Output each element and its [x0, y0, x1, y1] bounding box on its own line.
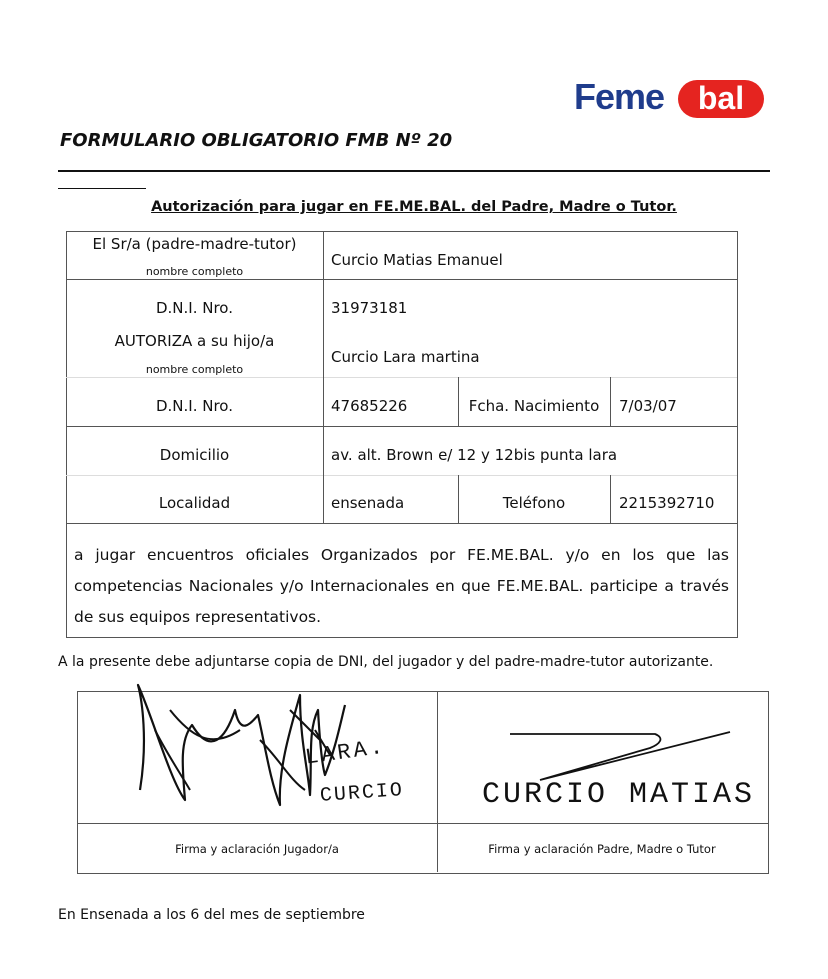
title-divider	[58, 170, 770, 172]
row-divider	[66, 523, 737, 524]
telefono-label: Teléfono	[502, 494, 566, 512]
form-title: FORMULARIO OBLIGATORIO FMB Nº 20	[60, 130, 453, 151]
parent-handwriting: CURCIO MATIAS	[482, 778, 756, 812]
form-subtitle: Autorización para jugar en FE.ME.BAL. del Padre, Madre o Tutor.	[151, 199, 677, 215]
row-divider	[66, 279, 737, 280]
player-handwriting-2: CURCIO	[319, 779, 405, 808]
localidad-value: ensenada	[331, 494, 405, 512]
logo-badge: bal	[678, 80, 764, 118]
place-date-line: En Ensenada a los 6 del mes de septiembre	[58, 907, 365, 923]
authorization-paragraph: a jugar encuentros oficiales Organizados por FE.ME.BAL. y/o en los que las competencias Nacionales y/o Internacionales en que FE.ME.BAL. participe a través de sus equipos representativos.	[74, 546, 729, 626]
short-divider	[58, 188, 146, 189]
birth-label: Fcha. Nacimiento	[468, 397, 600, 415]
femebal-logo	[574, 76, 766, 122]
col-divider	[610, 377, 611, 426]
row-divider	[66, 377, 737, 378]
telefono-value: 2215392710	[619, 494, 715, 512]
col-divider	[323, 231, 324, 523]
player-signature-label: Firma y aclaración Jugador/a	[175, 842, 339, 856]
col-divider	[610, 475, 611, 523]
domicilio-value: av. alt. Brown e/ 12 y 12bis punta lara	[331, 446, 618, 464]
child-name: Curcio Lara martina	[331, 348, 480, 366]
domicilio-label: Domicilio	[159, 446, 230, 464]
autoriza-label: AUTORIZA a su hijo/a	[114, 332, 275, 350]
row-divider	[66, 475, 737, 476]
player-handwriting-1: LARA.	[303, 734, 388, 771]
tutor-dni: 31973181	[331, 299, 408, 317]
localidad-label: Localidad	[158, 494, 231, 512]
tutor-label: El Sr/a (padre-madre-tutor)	[92, 235, 297, 253]
row-divider	[66, 426, 737, 427]
parent-signature-label: Firma y aclaración Padre, Madre o Tutor	[488, 842, 716, 856]
attachment-note: A la presente debe adjuntarse copia de DNI, del jugador y del padre-madre-tutor autorizante.	[58, 654, 714, 670]
parent-signature	[480, 720, 780, 830]
tutor-name: Curcio Matias Emanuel	[331, 251, 503, 269]
dni-label: D.N.I. Nro.	[155, 299, 233, 317]
child-dni: 47685226	[331, 397, 408, 415]
logo-text: Feme	[574, 76, 665, 117]
child-sublabel: nombre completo	[145, 363, 244, 376]
birth-date: 7/03/07	[619, 397, 677, 415]
child-dni-label: D.N.I. Nro.	[155, 397, 233, 415]
tutor-sublabel: nombre completo	[145, 265, 244, 278]
